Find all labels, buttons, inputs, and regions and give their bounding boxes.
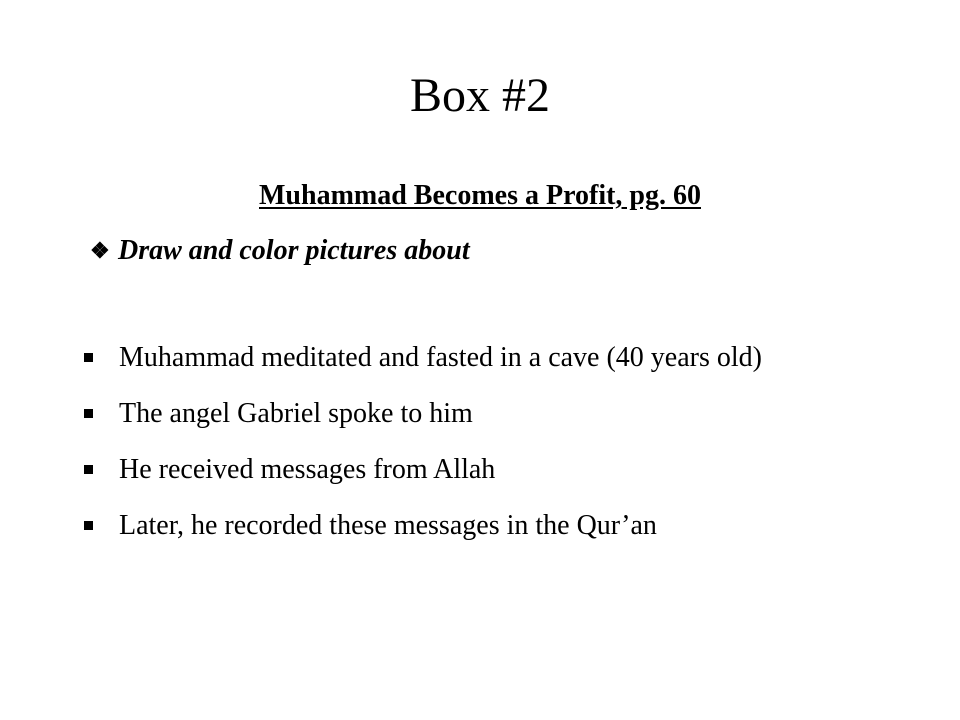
slide-title: Box #2 [409, 69, 550, 122]
list-item-text: He received messages from Allah [119, 454, 496, 485]
list-item [84, 453, 884, 487]
list-item-text: Later, he recorded these messages in the Qur’an [119, 510, 657, 541]
list-item [84, 341, 884, 375]
list-item-text: The angel Gabriel spoke to him [119, 398, 473, 429]
square-bullet-icon [84, 509, 119, 530]
diamond-bullet-icon: ❖ [90, 238, 110, 263]
square-bullet-icon [84, 341, 119, 362]
list-item [84, 509, 884, 543]
list-item [84, 397, 884, 431]
slide-subtitle: Muhammad Becomes a Profit, pg. 60 [259, 180, 701, 211]
square-bullet-icon [84, 453, 119, 474]
square-bullet-icon [84, 397, 119, 418]
list-item-text: Muhammad meditated and fasted in a cave (40 years old) [119, 342, 762, 373]
instruction-line [90, 233, 890, 269]
bullet-list [84, 341, 884, 565]
instruction-text: Draw and color pictures about [118, 235, 470, 266]
